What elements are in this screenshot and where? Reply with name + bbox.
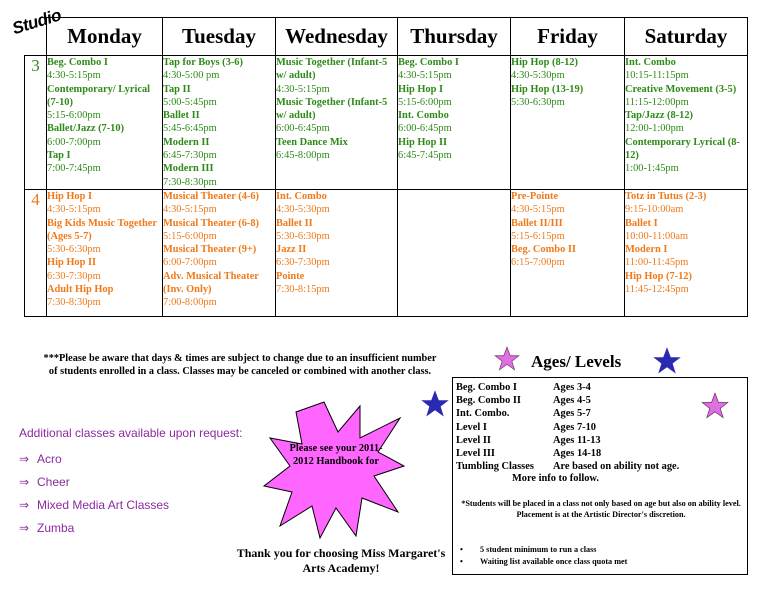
class-name: Beg. Combo I xyxy=(398,57,459,68)
class-time: 5:15-6:00pm xyxy=(398,96,452,108)
schedule-cell xyxy=(276,56,398,190)
class-name: Pre-Pointe xyxy=(511,190,559,202)
class-name: Modern I xyxy=(625,244,668,256)
studio-row xyxy=(25,189,748,316)
ages-row xyxy=(456,394,679,407)
schedule-cell xyxy=(163,189,276,316)
list-item: ⇒ Zumba xyxy=(19,521,75,535)
schedule-table xyxy=(24,17,748,317)
day-header: Monday xyxy=(47,18,163,56)
class-name: Tap II xyxy=(163,83,191,95)
class-time: 6:00-7:00pm xyxy=(47,136,101,148)
class-time: 4:30-5:15pm xyxy=(163,204,217,216)
schedule-cell xyxy=(47,189,163,316)
ages-levels-table xyxy=(456,381,679,473)
class-time: 5:30-6:30pm xyxy=(47,244,101,256)
class-name: Musical Theater (9+) xyxy=(163,244,257,256)
studio-number: 3 xyxy=(25,56,47,190)
class-name: Musical Theater (4-6) xyxy=(163,190,260,202)
class-time: 4:30-5:15pm xyxy=(276,83,330,95)
level-name: Level I xyxy=(456,421,487,433)
level-ages: Ages 5-7 xyxy=(553,408,591,420)
ages-row xyxy=(456,407,679,420)
class-time: 5:30-6:30pm xyxy=(276,230,330,242)
class-time: 11:15-12:00pm xyxy=(625,96,689,108)
class-name: Hip Hop I xyxy=(47,190,93,202)
class-time: 5:30-6:30pm xyxy=(511,96,565,108)
schedule-cell xyxy=(625,189,748,316)
ages-row xyxy=(456,460,679,473)
class-name: Ballet I xyxy=(625,217,658,229)
class-name: Contemporary Lyrical (8-12) xyxy=(625,136,740,162)
level-ages: Ages 14-18 xyxy=(553,448,602,460)
class-name: Adult Hip Hop xyxy=(47,284,114,296)
level-name: Beg. Combo II xyxy=(456,395,521,407)
class-name: Ballet II xyxy=(163,110,200,122)
level-ages: Ages 11-13 xyxy=(553,434,601,446)
list-item: ⇒ Cheer xyxy=(19,475,70,489)
class-time: 6:30-7:30pm xyxy=(276,257,330,269)
day-header: Thursday xyxy=(398,18,511,56)
class-name: Modern II xyxy=(163,136,210,148)
class-time: 12:00-1:00pm xyxy=(625,123,684,135)
class-name: Musical Theater (6-8) xyxy=(163,217,260,229)
class-name: Teen Dance Mix xyxy=(276,136,348,148)
additional-classes-heading: Additional classes available upon request: xyxy=(19,426,243,440)
class-name: Music Together (Infant-5 w/ adult) xyxy=(276,57,388,82)
level-name: Level II xyxy=(456,434,491,446)
class-time: 5:45-6:45pm xyxy=(163,123,217,135)
class-time: 1:00-1:45pm xyxy=(625,163,679,175)
class-name: Hip Hop (8-12) xyxy=(511,57,578,68)
class-time: 10:00-11:00am xyxy=(625,230,689,242)
level-name: Beg. Combo I xyxy=(456,382,517,393)
class-time: 4:30-5:30pm xyxy=(276,204,330,216)
class-name: Tap/Jazz (8-12) xyxy=(625,110,694,122)
class-time: 4:30-5:15pm xyxy=(47,204,101,216)
placement-note: *Students will be placed in a class not only based on age but also on ability level. Placement is at the Artistic Director's discretion. xyxy=(461,499,741,519)
day-header: Saturday xyxy=(625,18,748,56)
studio-label: Studio xyxy=(10,5,64,39)
class-name: Ballet II xyxy=(276,217,313,229)
list-item: ⇒ Mixed Media Art Classes xyxy=(19,498,170,512)
class-name: Adv. Musical Theater (Inv. Only) xyxy=(163,270,259,296)
arrow-icon: ⇒ xyxy=(19,498,30,512)
day-header-row xyxy=(25,18,748,56)
ages-levels-title: Ages/ Levels xyxy=(531,352,622,371)
class-name: Hip Hop II xyxy=(398,136,448,148)
class-name: Tap for Boys (3-6) xyxy=(163,57,243,68)
class-time: 7:00-8:00pm xyxy=(163,297,217,309)
class-time: 4:30-5:15pm xyxy=(511,204,565,216)
class-time: 6:45-7:45pm xyxy=(398,150,452,162)
class-name: Music Together (Infant-5 w/ adult) xyxy=(276,96,388,122)
starburst-shape xyxy=(262,400,406,540)
class-time: 4:30-5:00 pm xyxy=(163,70,220,82)
level-name: Tumbling Classes xyxy=(456,461,534,473)
class-time: 6:00-7:00pm xyxy=(163,257,217,269)
day-header: Tuesday xyxy=(163,18,276,56)
additional-classes-list xyxy=(19,452,169,544)
handbook-note: Please see your 2011-2012 Handbook for xyxy=(289,443,383,467)
class-time: 6:45-7:30pm xyxy=(163,150,217,162)
class-time: 11:00-11:45pm xyxy=(625,257,689,269)
class-time: 11:45-12:45pm xyxy=(625,284,689,296)
class-time: 4:30-5:15pm xyxy=(398,70,452,82)
class-name: Int. Combo xyxy=(276,190,327,202)
class-name: Hip Hop I xyxy=(398,83,444,95)
arrow-icon: ⇒ xyxy=(19,475,30,489)
level-ages: Ages 3-4 xyxy=(553,382,591,393)
class-name: Hip Hop (13-19) xyxy=(511,83,584,95)
class-name: Ballet/Jazz (7-10) xyxy=(47,123,125,135)
schedule-cell xyxy=(163,56,276,190)
ages-row xyxy=(456,447,679,460)
studio-number: 4 xyxy=(25,189,47,316)
thank-you-message: Thank you for choosing Miss Margaret's Arts Academy! xyxy=(236,546,446,575)
class-time: 6:15-7:00pm xyxy=(511,257,565,269)
schedule-cell xyxy=(511,56,625,190)
level-name: Int. Combo. xyxy=(456,408,510,420)
level-ages: Ages 7-10 xyxy=(553,421,596,433)
class-time: 5:15-6:00pm xyxy=(47,110,101,122)
class-time: 5:00-5:45pm xyxy=(163,96,217,108)
class-time: 6:45-8:00pm xyxy=(276,150,330,162)
policy-bullets xyxy=(458,544,627,568)
class-time: 10:15-11:15pm xyxy=(625,70,689,82)
schedule-cell xyxy=(276,189,398,316)
level-name: Level III xyxy=(456,448,495,460)
class-time: 7:30-8:30pm xyxy=(163,176,217,188)
class-name: Pointe xyxy=(276,270,305,282)
class-name: Tap I xyxy=(47,150,71,162)
list-item: ⇒ Acro xyxy=(19,452,62,466)
class-time: 4:30-5:30pm xyxy=(511,70,565,82)
class-name: Modern III xyxy=(163,163,214,175)
level-ages: Ages 4-5 xyxy=(553,395,591,407)
list-item: • Waiting list available once class quota met xyxy=(458,556,627,568)
star-icon xyxy=(652,346,682,376)
ages-row xyxy=(456,421,679,434)
class-time: 7:30-8:30pm xyxy=(47,297,101,309)
class-name: Big Kids Music Together (Ages 5-7) xyxy=(47,217,157,242)
class-name: Totz in Tutus (2-3) xyxy=(625,190,707,202)
ages-row xyxy=(456,434,679,447)
star-icon xyxy=(420,389,450,419)
class-time: 9:15-10:00am xyxy=(625,204,684,216)
class-name: Beg. Combo II xyxy=(511,244,576,256)
schedule-cell xyxy=(47,56,163,190)
class-time: 6:30-7:30pm xyxy=(47,270,101,282)
more-info-text: More info to follow. xyxy=(512,473,599,484)
day-header: Wednesday xyxy=(276,18,398,56)
class-name: Beg. Combo I xyxy=(47,57,108,68)
schedule-cell xyxy=(398,189,511,316)
studio-row xyxy=(25,56,748,190)
class-time: 7:30-8:15pm xyxy=(276,284,330,296)
class-name: Int. Combo xyxy=(398,110,449,122)
class-name: Ballet II/III xyxy=(511,217,563,229)
class-name: Hip Hop (7-12) xyxy=(625,270,692,282)
class-name: Hip Hop II xyxy=(47,257,97,269)
schedule-notice: ***Please be aware that days & times are subject to change due to an insufficient number of students enrolled in a class. Classes may be canceled or combined with another class. xyxy=(43,353,437,377)
class-name: Int. Combo xyxy=(625,57,676,68)
ages-row xyxy=(456,381,679,394)
schedule-cell xyxy=(511,189,625,316)
arrow-icon: ⇒ xyxy=(19,521,30,535)
schedule-cell xyxy=(625,56,748,190)
class-time: 5:15-6:00pm xyxy=(163,230,217,242)
list-item: • 5 student minimum to run a class xyxy=(458,544,627,556)
class-name: Jazz II xyxy=(276,244,307,256)
class-time: 6:00-6:45pm xyxy=(276,123,330,135)
class-time: 6:00-6:45pm xyxy=(398,123,452,135)
class-time: 5:15-6:15pm xyxy=(511,230,565,242)
class-time: 4:30-5:15pm xyxy=(47,70,101,82)
arrow-icon: ⇒ xyxy=(19,452,30,466)
schedule-cell xyxy=(398,56,511,190)
class-name: Contemporary/ Lyrical (7-10) xyxy=(47,83,151,108)
day-header: Friday xyxy=(511,18,625,56)
star-icon xyxy=(494,346,520,372)
class-name: Creative Movement (3-5) xyxy=(625,83,737,95)
corner-cell xyxy=(25,18,47,56)
level-ages: Are based on ability not age. xyxy=(553,461,680,473)
class-time: 7:00-7:45pm xyxy=(47,163,101,175)
